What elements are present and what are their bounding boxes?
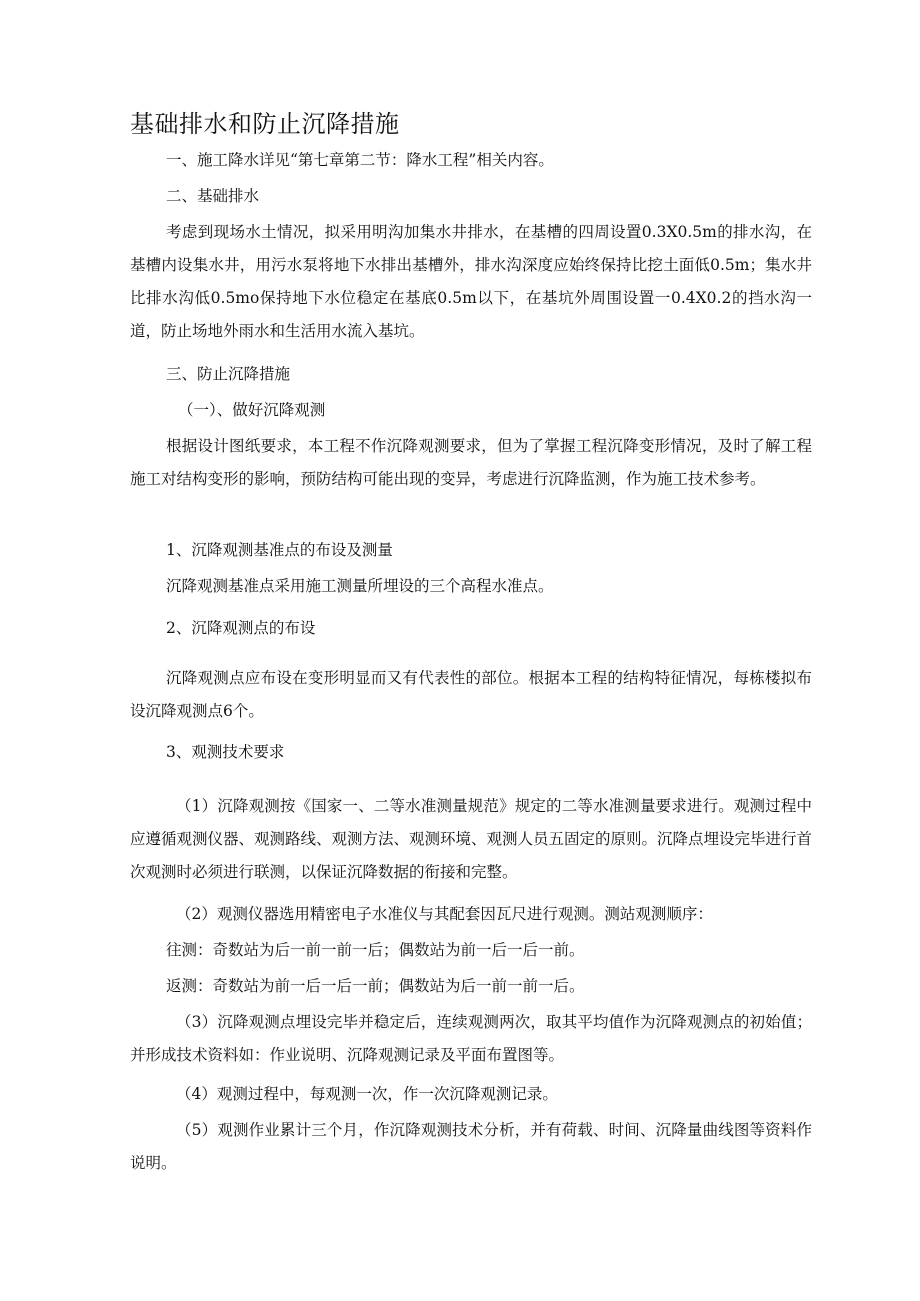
paragraph-drainage-details: 考虑到现场水土情况，拟采用明沟加集水井排水，在基槽的四周设置0.3X0.5m的排水沟，在基槽内设集水井，用污水泵将地下水排出基槽外，排水沟深度应始终保持比挖土面低0.5m；集水井比排水沟低0.5mo保持地下水位稳定在基底0.5m以下，在基坑外周围设置一0.4X0.2的挡水沟一道，防止场地外雨水和生活用水流入基坑。: [130, 223, 812, 340]
paragraph-observation-purpose: 根据设计图纸要求，本工程不作沉降观测要求，但为了掌握工程沉降变形情况，及时了解工程施工对结构变形的影响，预防结构可能出现的变异，考虑进行沉降监测，作为施工技术参考。: [130, 437, 812, 488]
paragraph-requirement-3: （3）沉降观测点埋设完毕并稳定后，连续观测两次，取其平均值作为沉降观测点的初始值；并形成技术资料如：作业说明、沉降观测记录及平面布置图等。: [130, 1013, 812, 1064]
heading-foundation-drainage: 二、基础排水: [166, 187, 260, 205]
paragraph-requirement-1: （1）沉降观测按《国家一、二等水准测量规范》规定的二等水准测量要求进行。观测过程中应遵循观测仪器、观测路线、观测方法、观测环境、观测人员五固定的原则。沉降点埋设完毕进行首次观测时必须进行联测，以保证沉降数据的衔接和完整。: [130, 797, 813, 881]
subheading-settlement-observation: （一）、做好沉降观测: [178, 401, 326, 419]
heading-settlement-prevention: 三、防止沉降措施: [166, 365, 291, 383]
paragraph-benchmark: 沉降观测基准点采用施工测量所埋设的三个高程水准点。: [166, 577, 554, 595]
paragraph-requirement-2: （2）观测仪器选用精密电子水准仪与其配套因瓦尺进行观测。测站观测顺序：: [176, 905, 713, 923]
paragraph-dewatering-reference: 一、施工降水详见“第七章第二节：降水工程”相关内容。: [166, 151, 554, 169]
heading-observation-points: 2、沉降观测点的布设: [166, 619, 316, 637]
paragraph-forward-measurement: 往测：奇数站为后一前一前一后；偶数站为前一后一后一前。: [166, 941, 585, 959]
paragraph-return-measurement: 返测：奇数站为前一后一后一前；偶数站为后一前一前一后。: [166, 977, 585, 995]
heading-benchmark-setup: 1、沉降观测基准点的布设及测量: [166, 541, 393, 559]
paragraph-observation-points: 沉降观测点应布设在变形明显而又有代表性的部位。根据本工程的结构特征情况，每栋楼拟布设沉降观测点6个。: [130, 669, 812, 720]
document-title: 基础排水和防止沉降措施: [130, 110, 400, 138]
heading-technical-requirements: 3、观测技术要求: [166, 743, 285, 761]
paragraph-requirement-5: （5）观测作业累计三个月，作沉降观测技术分析，并有荷载、时间、沉降量曲线图等资料作说明。: [130, 1121, 812, 1172]
paragraph-requirement-4: （4）观测过程中，每观测一次，作一次沉降观测记录。: [176, 1085, 558, 1103]
